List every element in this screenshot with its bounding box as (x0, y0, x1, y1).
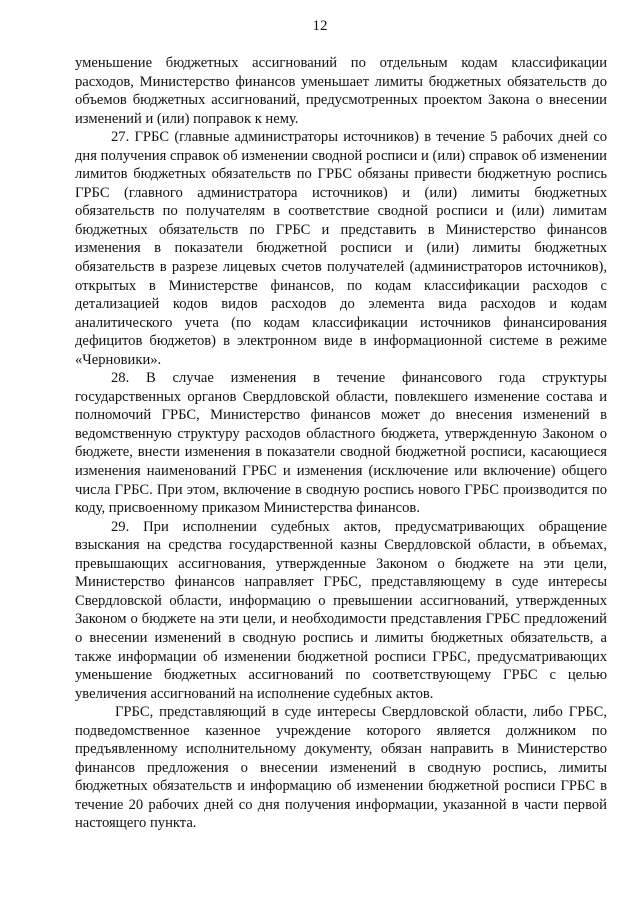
document-body (75, 54, 607, 833)
paragraph-item-28: 28. В случае изменения в течение финансового года структуры государственных органов Свердловской области, повлекшего изменение состава и полномочий ГРБС, Министерство финансов может до внесения изменений в ведомственную структуру расходов областного бюджета, утвержденную Законом о бюджете, внести изменения в показатели сводной бюджетной росписи, касающиеся изменения наименований ГРБС и изменения (исключение или включение) общего числа ГРБС. При этом, включение в сводную роспись нового ГРБС производится по коду, присвоенному приказом Министерства финансов. (75, 370, 607, 517)
paragraph-continuation: уменьшение бюджетных ассигнований по отдельным кодам классификации расходов, Министерство финансов уменьшает лимиты бюджетных обязательств до объемов бюджетных ассигнований, предусмотренных проектом Закона о внесении изменений и (или) поправок к нему. (75, 55, 607, 127)
paragraph-item-27: 27. ГРБС (главные администраторы источников) в течение 5 рабочих дней со дня получения справок об изменении сводной росписи и (или) справок об изменении лимитов бюджетных обязательств по ГРБС обязаны привести бюджетную роспись ГРБС (главного администратора источников) и (или) лимиты бюджетных обязательств по получателям в соответствие сводной росписи и (или) лимитам бюджетных обязательств по ГРБС и представить в Министерство финансов изменения в показатели бюджетной росписи и (или) лимиты бюджетных обязательств в разрезе лицевых счетов получателей (администраторов источников), открытых в Министерстве финансов, по кодам классификации расходов с детализацией кодов видов расходов до элемента вида расходов и кодам аналитического учета (по кодам классификации источников финансирования дефицитов бюджетов) в электронном виде в информационной системе в режиме «Черновики». (75, 129, 607, 368)
paragraph-item-29-part-2: ГРБС, представляющий в суде интересы Свердловской области, либо ГРБС, подведомственное казенное учреждение которого является должником по предъявленному исполнительному документу, обязан направить в Министерство финансов предложения о внесении изменений в сводную роспись, лимиты бюджетных обязательств и информацию об изменении бюджетной росписи ГРБС в течение 20 рабочих дней со дня получения информации, указанной в части первой настоящего пункта. (75, 704, 607, 832)
page-number: 12 (312, 18, 328, 34)
paragraph-item-29: 29. При исполнении судебных актов, предусматривающих обращение взыскания на средства государственной казны Свердловской области, в объемах, превышающих ассигнования, утвержденные Законом о бюджете на эти цели, Министерство финансов направляет ГРБС, представляющему в суде интересы Свердловской области, информацию о превышении ассигнований, утвержденных Законом о бюджете на эти цели, и необходимости представления ГРБС предложений о внесении изменений в сводную роспись и лимиты бюджетных обязательств, а также информации об изменении бюджетной росписи ГРБС, предусматривающих уменьшение бюджетных ассигнований по соответствующему ГРБС с целью увеличения ассигнований на исполнение судебных актов. (75, 518, 607, 702)
